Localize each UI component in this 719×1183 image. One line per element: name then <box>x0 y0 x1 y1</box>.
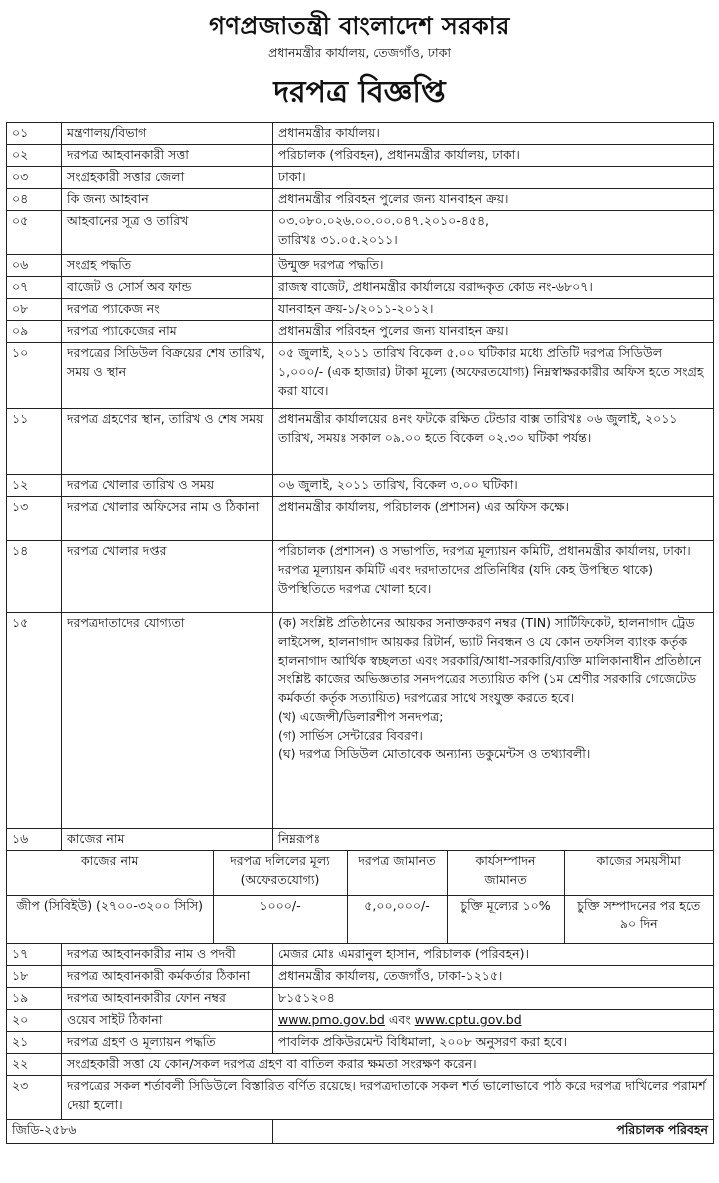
table-row <box>7 409 714 475</box>
row-value <box>273 343 714 409</box>
table-row <box>7 1010 714 1032</box>
eligibility-item: (ঘ) দরপত্র সিডিউল মোতাবেক অন্যান্য ডকুমেন্টস ও তথ্যাবলী। <box>278 746 591 762</box>
row-field: বাজেট ও সোর্স অব ফান্ড <box>62 277 273 299</box>
table-row <box>7 211 714 255</box>
row-value-text: প্রধানমন্ত্রীর কার্যালয়ের ৪নং ফটকে রক্ষিত টেন্ডার বাক্স তারিখঃ ০৬ জুলাই, ২০১১ তারিখ, সময়ঃ সকাল ০৯.০০ হতে বিকেল ০২.৩০ ঘটিকা পর্যন্ত। <box>278 411 678 445</box>
subtable-cell: জীপ (সিবিইউ) (২৭০০-৩২০০ সিসি) <box>7 895 213 943</box>
row-field: আহবানের সূত্র ও তারিখ <box>62 211 273 255</box>
row-number: ০৩ <box>7 167 62 189</box>
row-number: ১৫ <box>7 613 62 829</box>
row-value: পাবলিক প্রকিউরমেন্ট বিধিমালা, ২০০৮ অনুসরণ করা হবে। <box>273 1032 714 1054</box>
table-row <box>7 497 714 541</box>
row-field: দরপত্র গ্রহণ ও মূল্যায়ন পদ্ধতি <box>62 1032 273 1054</box>
row-field: দরপত্র আহবানকারী কর্মকর্তার ঠিকানা <box>62 966 273 988</box>
row-field: দরপত্র খোলার অফিসের নাম ও ঠিকানা <box>62 497 273 541</box>
row-value <box>273 966 714 988</box>
row-number: ১২ <box>7 475 62 497</box>
row-field: কি জন্য আহবান <box>62 189 273 211</box>
row-value <box>273 944 714 966</box>
row-value: সংগ্রহকারী সত্তা যে কোন/সকল দরপত্র গ্রহণ বা বাতিল করার ক্ষমতা সংরক্ষণ করেন। <box>62 1054 714 1076</box>
row-value-text: উন্মুক্ত দরপত্র পদ্ধতি। <box>278 257 384 272</box>
row-value-text: প্রধানমন্ত্রীর পরিবহন পুলের জন্য যানবাহন ক্রয়। <box>278 323 509 338</box>
table-row <box>7 944 714 966</box>
table-row <box>7 829 714 851</box>
table-row <box>7 1076 714 1120</box>
notice-title: দরপত্র বিজ্ঞপ্তি <box>273 75 446 110</box>
row-number: ১৮ <box>7 966 62 988</box>
row-value-text: ০৫ জুলাই, ২০১১ তারিখ বিকেল ৫.০০ ঘটিকার মধ্যে প্রতিটি দরপত্র সিডিউল ১,০০০/- (এক হাজার) টাকা মূল্যে (অফেরতযোগ্য) নিম্নস্বাক্ষরকারীর অফিস হতে সংগ্রহ করা যাবে। <box>278 345 704 398</box>
row-number: ০৬ <box>7 255 62 277</box>
row-value-date: তারিখঃ ৩১.০৫.২০১১। <box>278 231 398 247</box>
table-row <box>7 189 714 211</box>
row-field: দরপত্র আহবানকারী সত্তা <box>62 145 273 167</box>
table-row <box>7 475 714 497</box>
subtable-header-cell: কাজের নাম <box>7 851 213 895</box>
table-row <box>7 1054 714 1076</box>
row-number: ০৪ <box>7 189 62 211</box>
row-field: দরপত্র খোলার দপ্তর <box>62 541 273 613</box>
table-row <box>7 123 714 145</box>
office-address: প্রধানমন্ত্রীর কার্যালয়, তেজগাঁও, ঢাকা <box>268 45 451 60</box>
row-value <box>273 475 714 497</box>
row-value: নিম্নরূপঃ <box>273 829 714 851</box>
table-row <box>7 541 714 613</box>
row-number: ০১ <box>7 123 62 145</box>
row-value-text: মেজর মোঃ এমরানুল হাসান, পরিচালক (পরিবহন)। <box>278 946 529 961</box>
website-cell <box>273 1010 714 1032</box>
row-number: ০৭ <box>7 277 62 299</box>
row-value-text: পরিচালক (প্রশাসন) ও সভাপতি, দরপত্র মূল্যায়ন কমিটি, প্রধানমন্ত্রীর কার্যালয়, ঢাকা। দরপত্র মূল্যায়ন কমিটি এবং দরদাতাদের প্রতিনিধির (যদি কেহ উপস্থিত থাকে) উপস্থিতিতে দরপত্র খোলা হবে। <box>278 543 691 596</box>
row-number: ০৯ <box>7 321 62 343</box>
row-number: ১৪ <box>7 541 62 613</box>
eligibility-list <box>273 613 714 829</box>
row-field: দরপত্র আহবানকারীর ফোন নম্বর <box>62 988 273 1010</box>
row-field: দরপত্র খোলার তারিখ ও সময় <box>62 475 273 497</box>
row-field: দরপত্র প্যাকেজের নাম <box>62 321 273 343</box>
row-field: মন্ত্রণালয়/বিভাগ <box>62 123 273 145</box>
row-value-text: পরিচালক (পরিবহন), প্রধানমন্ত্রীর কার্যালয়, ঢাকা। <box>278 147 520 162</box>
website-conjunction: এবং <box>384 1012 415 1027</box>
row-value-text: প্রধানমন্ত্রীর কার্যালয়। <box>278 125 380 140</box>
row-field: ওয়েব সাইট ঠিকানা <box>62 1010 273 1032</box>
row-value <box>273 167 714 189</box>
subtable-cell: চুক্তি মূল্যের ১০% <box>447 895 564 943</box>
notice-header <box>6 0 713 122</box>
signature: পরিচালক পরিবহন <box>273 1120 714 1144</box>
subtable-cell: ৫,০০,০০০/- <box>347 895 447 943</box>
row-number: ১৭ <box>7 944 62 966</box>
row-value <box>273 189 714 211</box>
row-value-text: রাজস্ব বাজেট, প্রধানমন্ত্রীর কার্যালয়ে বরাদ্দকৃত কোড নং-৬৮০৭। <box>278 279 593 294</box>
row-field: দরপত্র প্যাকেজ নং <box>62 299 273 321</box>
row-value <box>273 409 714 475</box>
subtable-row <box>7 895 713 943</box>
work-subtable <box>7 851 713 943</box>
row-value-text: প্রধানমন্ত্রীর পরিবহন পুলের জন্য যানবাহন ক্রয়। <box>278 191 509 206</box>
row-value-text: ঢাকা। <box>278 169 306 184</box>
table-row <box>7 321 714 343</box>
row-value <box>273 299 714 321</box>
eligibility-item: (ক) সংশ্লিষ্ট প্রতিষ্ঠানের আয়কর সনাক্তকরণ নম্বর (TIN) সার্টিফিকেট, হালনাগাদ ট্রেড লাইসেন্স, হালনাগাদ আয়কর রিটার্ন, ভ্যাট নিবন্ধন ও যে কোন তফসিল ব্যাংক কর্তৃক হালনাগাদ আর্থিক স্বচ্ছলতা এবং সরকারি/আধা-সরকারি/ব্যক্তি মালিকানাধীন প্রতিষ্ঠানে সংশ্লিষ্ট কাজের অভিজ্ঞতার সনদপত্রের সত্যায়িত কপি (১ম শ্রেণীর সরকারি গেজেটেড কর্মকর্তা কর্তৃক সত্যায়িত) দরপত্রের সাথে সংযুক্ত করতে হবে। <box>278 615 702 705</box>
eligibility-item: (খ) এজেন্সী/ডিলারশীপ সনদপত্র; <box>278 708 444 724</box>
table-row <box>7 255 714 277</box>
footer-code: জিডি-২৫৮৬ <box>7 1120 273 1144</box>
row-value <box>273 123 714 145</box>
table-row <box>7 1032 714 1054</box>
government-title: গণপ্রজাতন্ত্রী বাংলাদেশ সরকার <box>209 11 510 40</box>
table-row <box>7 145 714 167</box>
row-value <box>273 145 714 167</box>
subtable-header-cell: কাজের সময়সীমা <box>564 851 713 895</box>
table-row <box>7 343 714 409</box>
row-field: সংগ্রহ পদ্ধতি <box>62 255 273 277</box>
pmo-website-link[interactable]: www.pmo.gov.bd <box>278 1012 385 1027</box>
row-number: ১৯ <box>7 988 62 1010</box>
subtable-header <box>7 851 713 895</box>
row-field: সংগ্রহকারী সত্তার জেলা <box>62 167 273 189</box>
row-number: ০৮ <box>7 299 62 321</box>
row-value <box>273 541 714 613</box>
subtable-header-cell: দরপত্র দলিলের মূল্য (অফেরতযোগ্য) <box>213 851 347 895</box>
row-value-text: প্রধানমন্ত্রীর কার্যালয়, তেজগাঁও, ঢাকা-১২১৫। <box>278 968 503 983</box>
row-value-text: ০৬ জুলাই, ২০১১ তারিখ, বিকেল ৩.০০ ঘটিকা। <box>278 477 518 492</box>
subtable-cell: চুক্তি সম্পাদনের পর হতে ৯০ দিন <box>564 895 713 943</box>
row-value <box>273 497 714 541</box>
row-value-text: ৮১৫১২০৪ <box>278 990 335 1005</box>
eligibility-item: (গ) সার্ভিস সেন্টারের বিবরণ। <box>278 727 423 743</box>
row-value-text: যানবাহন ক্রয়-১/২০১১-২০১২। <box>278 301 434 316</box>
row-field: দরপত্র আহবানকারীর নাম ও পদবী <box>62 944 273 966</box>
table-row <box>7 167 714 189</box>
row-value-text: প্রধানমন্ত্রীর কার্যালয়, পরিচালক (প্রশাসন) এর অফিস কক্ষে। <box>278 499 569 514</box>
footer-row <box>7 1120 714 1144</box>
row-value <box>273 255 714 277</box>
row-value-text: ০৩.০৮০.০২৬.০০.০০.০৪৭.২০১০-৪৫৪, <box>278 213 490 228</box>
table-row <box>7 277 714 299</box>
row-field: দরপত্র গ্রহণের স্থান, তারিখ ও শেষ সময় <box>62 409 273 475</box>
row-number: ১১ <box>7 409 62 475</box>
row-value: দরপত্রের সকল শর্তাবলী সিডিউলে বিস্তারিত বর্ণিত রয়েছে। দরপত্রদাতাকে সকল শর্ত ভালোভাবে পাঠ করে দরপত্র দাখিলের পরামর্শ দেয়া হলো। <box>62 1076 714 1120</box>
subtable-cell: ১০০০/- <box>213 895 347 943</box>
row-number: ০৫ <box>7 211 62 255</box>
row-value <box>273 277 714 299</box>
work-subtable-row <box>7 851 714 944</box>
row-number: ১০ <box>7 343 62 409</box>
table-row <box>7 966 714 988</box>
row-number: ০২ <box>7 145 62 167</box>
subtable-header-cell: কার্যসম্পাদন জামানত <box>447 851 564 895</box>
row-value <box>273 321 714 343</box>
row-value <box>273 988 714 1010</box>
row-number: ১৩ <box>7 497 62 541</box>
row-number: ২১ <box>7 1032 62 1054</box>
row-field: কাজের নাম <box>62 829 273 851</box>
row-value <box>273 211 714 255</box>
table-row <box>7 299 714 321</box>
row-number: ২০ <box>7 1010 62 1032</box>
row-number: ১৬ <box>7 829 62 851</box>
row-number: ২৩ <box>7 1076 62 1120</box>
tender-table <box>6 122 714 1144</box>
cptu-website-link[interactable]: www.cptu.gov.bd <box>414 1012 522 1027</box>
row-number: ২২ <box>7 1054 62 1076</box>
subtable-header-cell: দরপত্র জামানত <box>347 851 447 895</box>
row-field: দরপত্রের সিডিউল বিক্রয়ের শেষ তারিখ, সময় ও স্থান <box>62 343 273 409</box>
row-field: দরপত্রদাতাদের যোগ্যতা <box>62 613 273 829</box>
table-row <box>7 613 714 829</box>
table-row <box>7 988 714 1010</box>
